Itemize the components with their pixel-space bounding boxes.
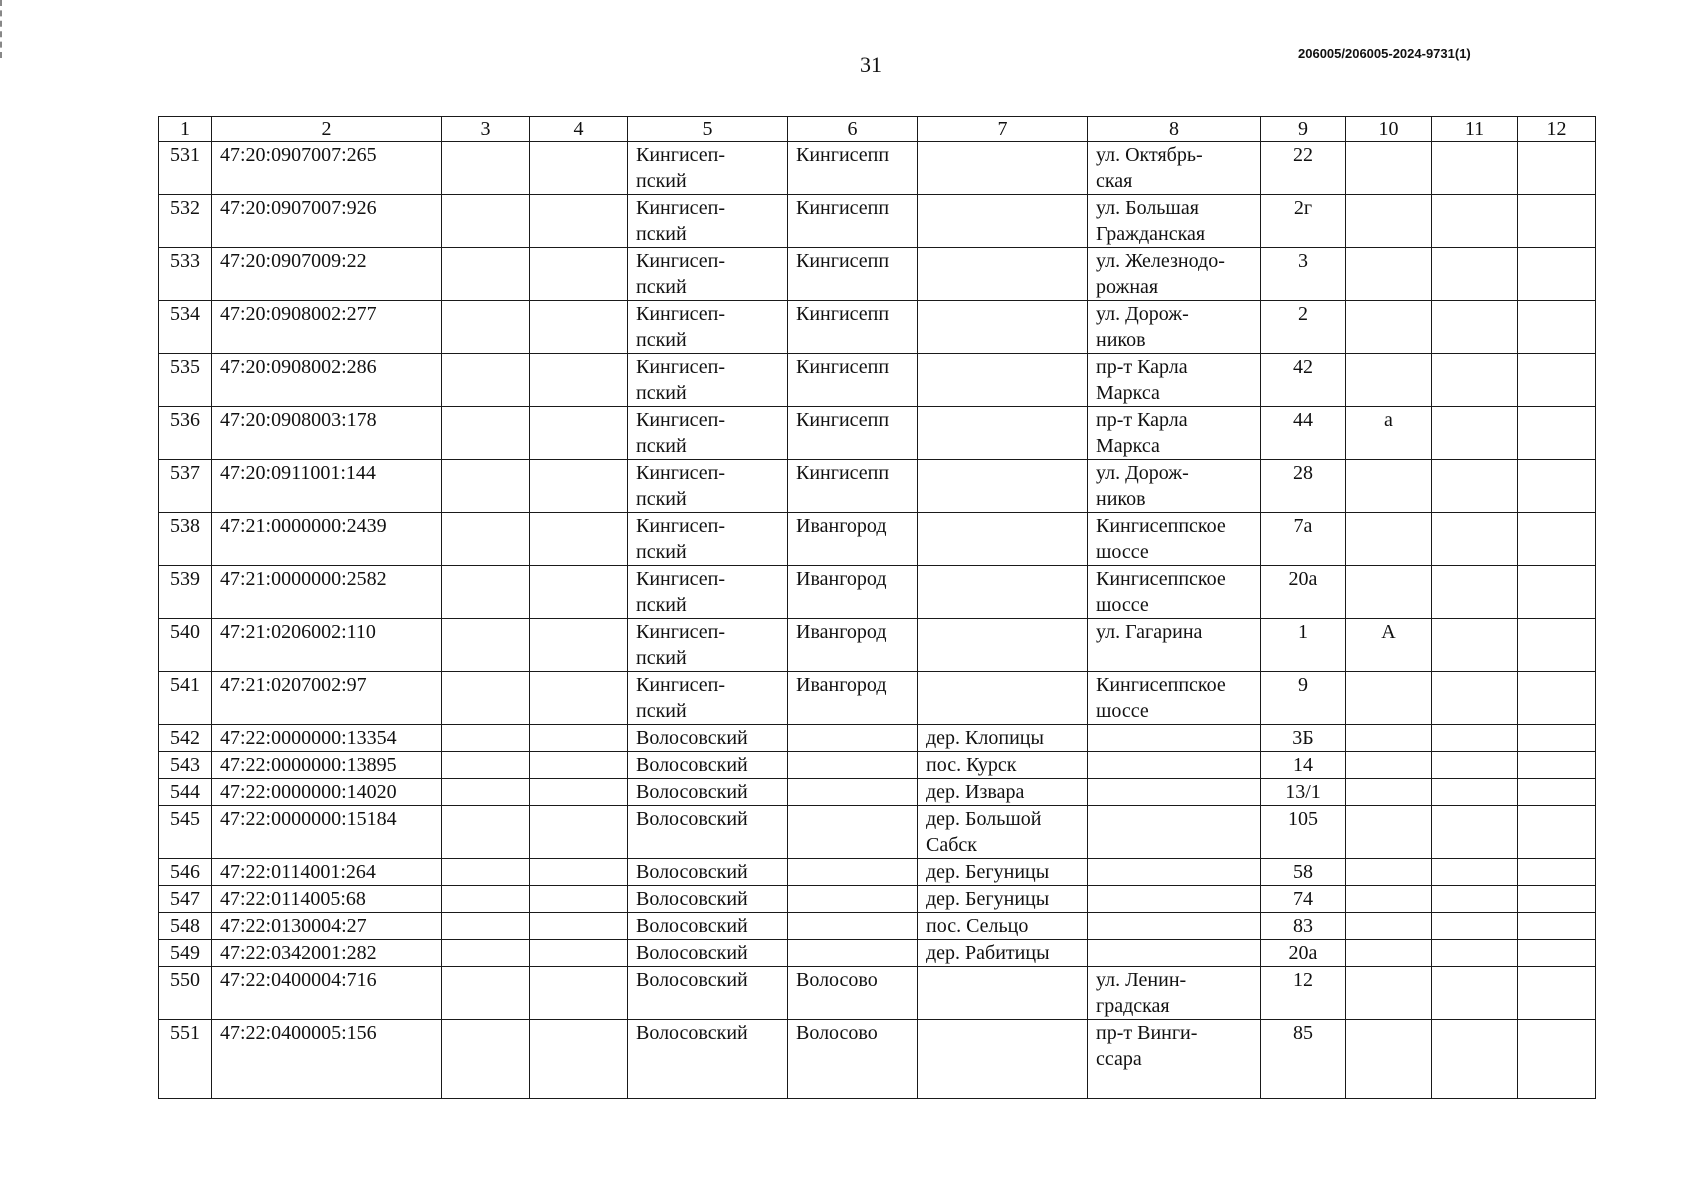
- cell-col-4: [530, 672, 628, 725]
- cell-building-letter: [1346, 460, 1432, 513]
- cell-col-12: [1518, 913, 1596, 940]
- column-header-11: 11: [1432, 117, 1518, 142]
- cell-row-number: 550: [159, 967, 212, 1020]
- column-header-4: 4: [530, 117, 628, 142]
- cell-street: Кингисеппское шоссе: [1088, 513, 1261, 566]
- cell-col-11: [1432, 913, 1518, 940]
- cell-city: Кингисепп: [788, 195, 918, 248]
- cell-col-4: [530, 806, 628, 859]
- registry-table-wrapper: [158, 116, 1596, 1099]
- cell-house-number: 20а: [1261, 566, 1346, 619]
- cell-col-12: [1518, 779, 1596, 806]
- cell-cadastral-number: 47:20:0907007:265: [212, 142, 442, 195]
- cell-cadastral-number: 47:20:0908003:178: [212, 407, 442, 460]
- cell-col-3: [442, 195, 530, 248]
- cell-row-number: 545: [159, 806, 212, 859]
- cell-house-number: 2г: [1261, 195, 1346, 248]
- cell-settlement: [918, 672, 1088, 725]
- cell-col-3: [442, 940, 530, 967]
- cell-building-letter: [1346, 913, 1432, 940]
- cell-street: пр-т Карла Маркса: [1088, 354, 1261, 407]
- cell-settlement: пос. Сельцо: [918, 913, 1088, 940]
- cell-col-11: [1432, 142, 1518, 195]
- cell-settlement: дер. Клопицы: [918, 725, 1088, 752]
- column-header-3: 3: [442, 117, 530, 142]
- column-header-8: 8: [1088, 117, 1261, 142]
- cell-col-11: [1432, 859, 1518, 886]
- cell-row-number: 547: [159, 886, 212, 913]
- cell-col-12: [1518, 513, 1596, 566]
- cell-col-11: [1432, 1020, 1518, 1099]
- cell-settlement: [918, 354, 1088, 407]
- cell-cadastral-number: 47:22:0114001:264: [212, 859, 442, 886]
- cell-district: Кингисеп- пский: [628, 460, 788, 513]
- table-row: [159, 195, 1596, 248]
- cell-house-number: 85: [1261, 1020, 1346, 1099]
- cell-col-4: [530, 779, 628, 806]
- cell-col-4: [530, 513, 628, 566]
- table-row: [159, 407, 1596, 460]
- cell-district: Кингисеп- пский: [628, 301, 788, 354]
- cell-col-3: [442, 779, 530, 806]
- cell-col-12: [1518, 967, 1596, 1020]
- cell-house-number: 13/1: [1261, 779, 1346, 806]
- cell-house-number: 14: [1261, 752, 1346, 779]
- cell-col-12: [1518, 859, 1596, 886]
- cell-house-number: 44: [1261, 407, 1346, 460]
- cell-district: Волосовский: [628, 886, 788, 913]
- column-header-1: 1: [159, 117, 212, 142]
- cell-building-letter: [1346, 513, 1432, 566]
- cell-col-11: [1432, 967, 1518, 1020]
- cell-row-number: 548: [159, 913, 212, 940]
- cell-col-3: [442, 619, 530, 672]
- cell-cadastral-number: 47:22:0400005:156: [212, 1020, 442, 1099]
- table-row: [159, 752, 1596, 779]
- cell-row-number: 544: [159, 779, 212, 806]
- cell-col-4: [530, 566, 628, 619]
- cell-city: Кингисепп: [788, 460, 918, 513]
- cell-district: Волосовский: [628, 967, 788, 1020]
- cell-building-letter: [1346, 967, 1432, 1020]
- table-header-row: [159, 117, 1596, 142]
- cell-district: Кингисеп- пский: [628, 195, 788, 248]
- cell-col-3: [442, 1020, 530, 1099]
- table-row: [159, 886, 1596, 913]
- cell-cadastral-number: 47:22:0114005:68: [212, 886, 442, 913]
- cell-district: Волосовский: [628, 752, 788, 779]
- cell-col-4: [530, 940, 628, 967]
- table-row: [159, 672, 1596, 725]
- cell-street: пр-т Винги- ссара: [1088, 1020, 1261, 1099]
- cell-district: Кингисеп- пский: [628, 513, 788, 566]
- table-row: [159, 725, 1596, 752]
- cell-col-3: [442, 859, 530, 886]
- cell-district: Кингисеп- пский: [628, 142, 788, 195]
- cell-settlement: [918, 407, 1088, 460]
- cell-city: [788, 913, 918, 940]
- table-row: [159, 301, 1596, 354]
- cell-col-3: [442, 301, 530, 354]
- cell-district: Волосовский: [628, 1020, 788, 1099]
- cell-cadastral-number: 47:21:0206002:110: [212, 619, 442, 672]
- cell-col-4: [530, 725, 628, 752]
- cell-col-3: [442, 967, 530, 1020]
- cell-settlement: [918, 301, 1088, 354]
- cell-cadastral-number: 47:20:0908002:286: [212, 354, 442, 407]
- cell-col-11: [1432, 460, 1518, 513]
- cell-house-number: 28: [1261, 460, 1346, 513]
- cell-building-letter: [1346, 142, 1432, 195]
- cell-col-11: [1432, 779, 1518, 806]
- cell-col-4: [530, 967, 628, 1020]
- cell-col-4: [530, 619, 628, 672]
- cell-col-4: [530, 354, 628, 407]
- cell-cadastral-number: 47:22:0342001:282: [212, 940, 442, 967]
- cell-col-12: [1518, 354, 1596, 407]
- cell-street: [1088, 779, 1261, 806]
- cell-settlement: [918, 566, 1088, 619]
- cell-col-3: [442, 407, 530, 460]
- cell-house-number: 22: [1261, 142, 1346, 195]
- cell-settlement: [918, 195, 1088, 248]
- cell-col-11: [1432, 619, 1518, 672]
- cell-col-12: [1518, 725, 1596, 752]
- cell-col-4: [530, 195, 628, 248]
- cell-col-4: [530, 752, 628, 779]
- cell-cadastral-number: 47:22:0000000:13354: [212, 725, 442, 752]
- cell-street: ул. Октябрь- ская: [1088, 142, 1261, 195]
- table-row: [159, 913, 1596, 940]
- cell-cadastral-number: 47:21:0000000:2439: [212, 513, 442, 566]
- cell-city: Ивангород: [788, 566, 918, 619]
- cell-col-11: [1432, 248, 1518, 301]
- cell-building-letter: [1346, 886, 1432, 913]
- cell-col-3: [442, 142, 530, 195]
- cell-city: Кингисепп: [788, 354, 918, 407]
- cell-district: Кингисеп- пский: [628, 566, 788, 619]
- cell-col-12: [1518, 407, 1596, 460]
- cell-settlement: [918, 967, 1088, 1020]
- cell-col-3: [442, 806, 530, 859]
- cell-col-12: [1518, 195, 1596, 248]
- cell-cadastral-number: 47:21:0000000:2582: [212, 566, 442, 619]
- registry-table: [158, 116, 1596, 1099]
- cell-col-4: [530, 913, 628, 940]
- cell-cadastral-number: 47:20:0908002:277: [212, 301, 442, 354]
- cell-house-number: 74: [1261, 886, 1346, 913]
- cell-city: Волосово: [788, 967, 918, 1020]
- cell-col-11: [1432, 513, 1518, 566]
- cell-col-12: [1518, 752, 1596, 779]
- cell-col-11: [1432, 301, 1518, 354]
- cell-settlement: дер. Извара: [918, 779, 1088, 806]
- cell-building-letter: А: [1346, 619, 1432, 672]
- cell-cadastral-number: 47:22:0000000:15184: [212, 806, 442, 859]
- cell-street: ул. Гагарина: [1088, 619, 1261, 672]
- cell-street: пр-т Карла Маркса: [1088, 407, 1261, 460]
- table-row: [159, 354, 1596, 407]
- cell-row-number: 535: [159, 354, 212, 407]
- cell-street: Кингисеппское шоссе: [1088, 672, 1261, 725]
- cell-col-11: [1432, 566, 1518, 619]
- table-row: [159, 248, 1596, 301]
- cell-col-4: [530, 407, 628, 460]
- cell-building-letter: [1346, 1020, 1432, 1099]
- cell-row-number: 538: [159, 513, 212, 566]
- cell-house-number: 3Б: [1261, 725, 1346, 752]
- cell-col-3: [442, 752, 530, 779]
- cell-building-letter: [1346, 195, 1432, 248]
- cell-settlement: дер. Бегуницы: [918, 886, 1088, 913]
- cell-row-number: 540: [159, 619, 212, 672]
- cell-settlement: дер. Бегуницы: [918, 859, 1088, 886]
- cell-col-3: [442, 913, 530, 940]
- cell-col-12: [1518, 940, 1596, 967]
- cell-building-letter: [1346, 725, 1432, 752]
- cell-street: [1088, 913, 1261, 940]
- cell-col-12: [1518, 301, 1596, 354]
- table-row: [159, 619, 1596, 672]
- column-header-9: 9: [1261, 117, 1346, 142]
- table-row: [159, 859, 1596, 886]
- cell-district: Волосовский: [628, 940, 788, 967]
- cell-settlement: [918, 460, 1088, 513]
- cell-building-letter: [1346, 672, 1432, 725]
- cell-city: Кингисепп: [788, 248, 918, 301]
- cell-city: [788, 940, 918, 967]
- cell-col-3: [442, 460, 530, 513]
- cell-house-number: 2: [1261, 301, 1346, 354]
- cell-col-11: [1432, 407, 1518, 460]
- cell-building-letter: а: [1346, 407, 1432, 460]
- cell-settlement: [918, 1020, 1088, 1099]
- table-row: [159, 1020, 1596, 1099]
- cell-street: ул. Дорож- ников: [1088, 301, 1261, 354]
- cell-street: [1088, 859, 1261, 886]
- cell-street: [1088, 725, 1261, 752]
- cell-col-12: [1518, 566, 1596, 619]
- cell-district: Кингисеп- пский: [628, 672, 788, 725]
- column-header-7: 7: [918, 117, 1088, 142]
- table-row: [159, 967, 1596, 1020]
- cell-city: [788, 725, 918, 752]
- cell-col-11: [1432, 752, 1518, 779]
- cell-col-11: [1432, 886, 1518, 913]
- cell-cadastral-number: 47:21:0207002:97: [212, 672, 442, 725]
- cell-city: [788, 806, 918, 859]
- cell-city: Ивангород: [788, 513, 918, 566]
- cell-house-number: 83: [1261, 913, 1346, 940]
- cell-col-3: [442, 566, 530, 619]
- cell-house-number: 7а: [1261, 513, 1346, 566]
- cell-building-letter: [1346, 779, 1432, 806]
- cell-row-number: 539: [159, 566, 212, 619]
- cell-col-12: [1518, 886, 1596, 913]
- cell-city: Ивангород: [788, 619, 918, 672]
- cell-col-12: [1518, 248, 1596, 301]
- cell-col-4: [530, 248, 628, 301]
- cell-col-12: [1518, 142, 1596, 195]
- column-header-6: 6: [788, 117, 918, 142]
- cell-district: Волосовский: [628, 913, 788, 940]
- cell-district: Кингисеп- пский: [628, 407, 788, 460]
- cell-city: [788, 886, 918, 913]
- column-header-12: 12: [1518, 117, 1596, 142]
- cell-street: ул. Ленин- градская: [1088, 967, 1261, 1020]
- cell-building-letter: [1346, 354, 1432, 407]
- cell-row-number: 531: [159, 142, 212, 195]
- cell-settlement: [918, 142, 1088, 195]
- cell-building-letter: [1346, 248, 1432, 301]
- cell-house-number: 20а: [1261, 940, 1346, 967]
- cell-row-number: 536: [159, 407, 212, 460]
- cell-street: ул. Дорож- ников: [1088, 460, 1261, 513]
- cell-cadastral-number: 47:20:0907007:926: [212, 195, 442, 248]
- cell-col-11: [1432, 354, 1518, 407]
- cell-street: Кингисеппское шоссе: [1088, 566, 1261, 619]
- cell-col-3: [442, 725, 530, 752]
- cell-building-letter: [1346, 301, 1432, 354]
- cell-cadastral-number: 47:22:0000000:13895: [212, 752, 442, 779]
- table-row: [159, 513, 1596, 566]
- cell-col-4: [530, 886, 628, 913]
- cell-building-letter: [1346, 566, 1432, 619]
- cell-col-12: [1518, 619, 1596, 672]
- cell-building-letter: [1346, 859, 1432, 886]
- cell-cadastral-number: 47:20:0911001:144: [212, 460, 442, 513]
- table-row: [159, 940, 1596, 967]
- cell-row-number: 543: [159, 752, 212, 779]
- cell-city: Волосово: [788, 1020, 918, 1099]
- cell-settlement: дер. Большой Сабск: [918, 806, 1088, 859]
- cell-row-number: 549: [159, 940, 212, 967]
- cell-col-3: [442, 886, 530, 913]
- table-row: [159, 779, 1596, 806]
- cell-settlement: дер. Рабитицы: [918, 940, 1088, 967]
- cell-settlement: пос. Курск: [918, 752, 1088, 779]
- cell-city: Ивангород: [788, 672, 918, 725]
- cell-cadastral-number: 47:22:0400004:716: [212, 967, 442, 1020]
- cell-house-number: 3: [1261, 248, 1346, 301]
- cell-building-letter: [1346, 752, 1432, 779]
- cell-row-number: 534: [159, 301, 212, 354]
- cell-col-12: [1518, 806, 1596, 859]
- cell-settlement: [918, 248, 1088, 301]
- cell-row-number: 537: [159, 460, 212, 513]
- cell-district: Кингисеп- пский: [628, 248, 788, 301]
- column-header-5: 5: [628, 117, 788, 142]
- table-row: [159, 566, 1596, 619]
- cell-house-number: 42: [1261, 354, 1346, 407]
- cell-cadastral-number: 47:20:0907009:22: [212, 248, 442, 301]
- cell-city: Кингисепп: [788, 301, 918, 354]
- page-number: 31: [860, 52, 882, 77]
- cell-row-number: 551: [159, 1020, 212, 1099]
- cell-col-3: [442, 248, 530, 301]
- cell-street: [1088, 806, 1261, 859]
- cell-col-11: [1432, 725, 1518, 752]
- cell-col-11: [1432, 672, 1518, 725]
- cell-col-12: [1518, 1020, 1596, 1099]
- cell-district: Волосовский: [628, 806, 788, 859]
- cell-row-number: 532: [159, 195, 212, 248]
- cell-col-12: [1518, 672, 1596, 725]
- scan-edge-mark: [0, 0, 5, 58]
- cell-col-11: [1432, 806, 1518, 859]
- cell-house-number: 58: [1261, 859, 1346, 886]
- table-row: [159, 806, 1596, 859]
- cell-col-4: [530, 859, 628, 886]
- cell-building-letter: [1346, 940, 1432, 967]
- cell-col-3: [442, 672, 530, 725]
- cell-row-number: 546: [159, 859, 212, 886]
- cell-col-11: [1432, 940, 1518, 967]
- table-row: [159, 142, 1596, 195]
- cell-house-number: 1: [1261, 619, 1346, 672]
- cell-district: Волосовский: [628, 725, 788, 752]
- cell-house-number: 9: [1261, 672, 1346, 725]
- cell-house-number: 105: [1261, 806, 1346, 859]
- cell-building-letter: [1346, 806, 1432, 859]
- table-body: [159, 117, 1596, 1099]
- cell-city: [788, 752, 918, 779]
- cell-street: [1088, 886, 1261, 913]
- cell-district: Волосовский: [628, 859, 788, 886]
- cell-street: [1088, 940, 1261, 967]
- cell-district: Кингисеп- пский: [628, 354, 788, 407]
- cell-col-12: [1518, 460, 1596, 513]
- cell-city: Кингисепп: [788, 407, 918, 460]
- cell-street: [1088, 752, 1261, 779]
- cell-city: [788, 779, 918, 806]
- cell-street: ул. Большая Гражданская: [1088, 195, 1261, 248]
- cell-district: Кингисеп- пский: [628, 619, 788, 672]
- cell-district: Волосовский: [628, 779, 788, 806]
- cell-city: Кингисепп: [788, 142, 918, 195]
- cell-cadastral-number: 47:22:0130004:27: [212, 913, 442, 940]
- document-code: 206005/206005-2024-9731(1): [1298, 46, 1471, 61]
- cell-cadastral-number: 47:22:0000000:14020: [212, 779, 442, 806]
- column-header-2: 2: [212, 117, 442, 142]
- cell-city: [788, 859, 918, 886]
- cell-col-4: [530, 142, 628, 195]
- table-row: [159, 460, 1596, 513]
- cell-col-3: [442, 354, 530, 407]
- cell-row-number: 541: [159, 672, 212, 725]
- cell-col-4: [530, 460, 628, 513]
- cell-row-number: 533: [159, 248, 212, 301]
- cell-settlement: [918, 619, 1088, 672]
- column-header-10: 10: [1346, 117, 1432, 142]
- cell-street: ул. Железнодо- рожная: [1088, 248, 1261, 301]
- cell-house-number: 12: [1261, 967, 1346, 1020]
- cell-col-11: [1432, 195, 1518, 248]
- cell-row-number: 542: [159, 725, 212, 752]
- cell-col-3: [442, 513, 530, 566]
- cell-col-4: [530, 301, 628, 354]
- cell-col-4: [530, 1020, 628, 1099]
- cell-settlement: [918, 513, 1088, 566]
